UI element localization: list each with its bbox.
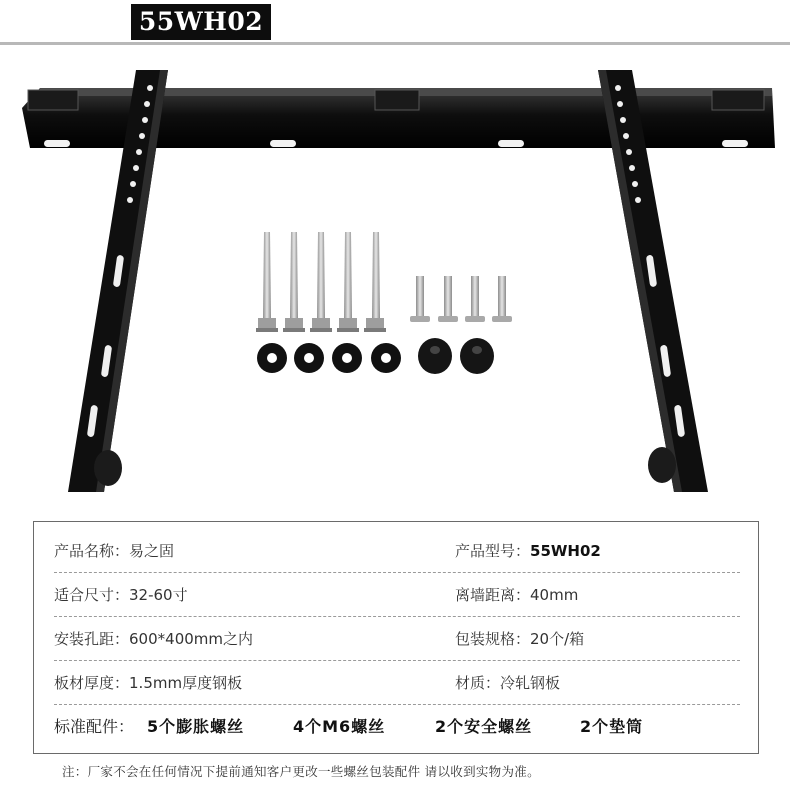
spec-table	[33, 521, 759, 754]
model-title-badge: 55WH02	[131, 4, 271, 40]
spec-size: 适合尺寸：32-60寸	[54, 586, 188, 604]
accessories-label: 标准配件：	[54, 717, 135, 736]
washers-and-spacers	[257, 338, 494, 374]
spec-material: 材质：冷轧钢板	[455, 674, 561, 692]
spec-thickness: 板材厚度：1.5mm厚度钢板	[54, 674, 243, 692]
accessory-item: 4个M6螺丝	[293, 717, 386, 736]
spec-wall-distance: 离墙距离：40mm	[455, 586, 579, 604]
spec-hole-spacing: 安装孔距：600*400mm之内	[54, 630, 254, 648]
accessory-item: 5个膨胀螺丝	[147, 717, 245, 736]
accessory-item: 2个垫筒	[580, 717, 644, 736]
product-image	[0, 48, 790, 513]
footnote: 注：厂家不会在任何情况下提前通知客户更改一些螺丝包装配件 请以收到实物为准。	[62, 764, 540, 779]
spec-model: 产品型号：55WH02	[455, 542, 601, 560]
m6-screws	[410, 276, 512, 322]
spec-row	[54, 529, 740, 573]
spec-row	[54, 661, 740, 705]
spec-name: 产品名称：易之固	[54, 542, 175, 560]
title-divider	[0, 42, 790, 45]
spec-row	[54, 573, 740, 617]
spec-package: 包装规格：20个/箱	[455, 630, 585, 648]
spec-row-accessories	[54, 705, 740, 749]
spec-row	[54, 617, 740, 661]
accessory-item: 2个安全螺丝	[435, 717, 533, 736]
expansion-screws	[256, 232, 386, 332]
